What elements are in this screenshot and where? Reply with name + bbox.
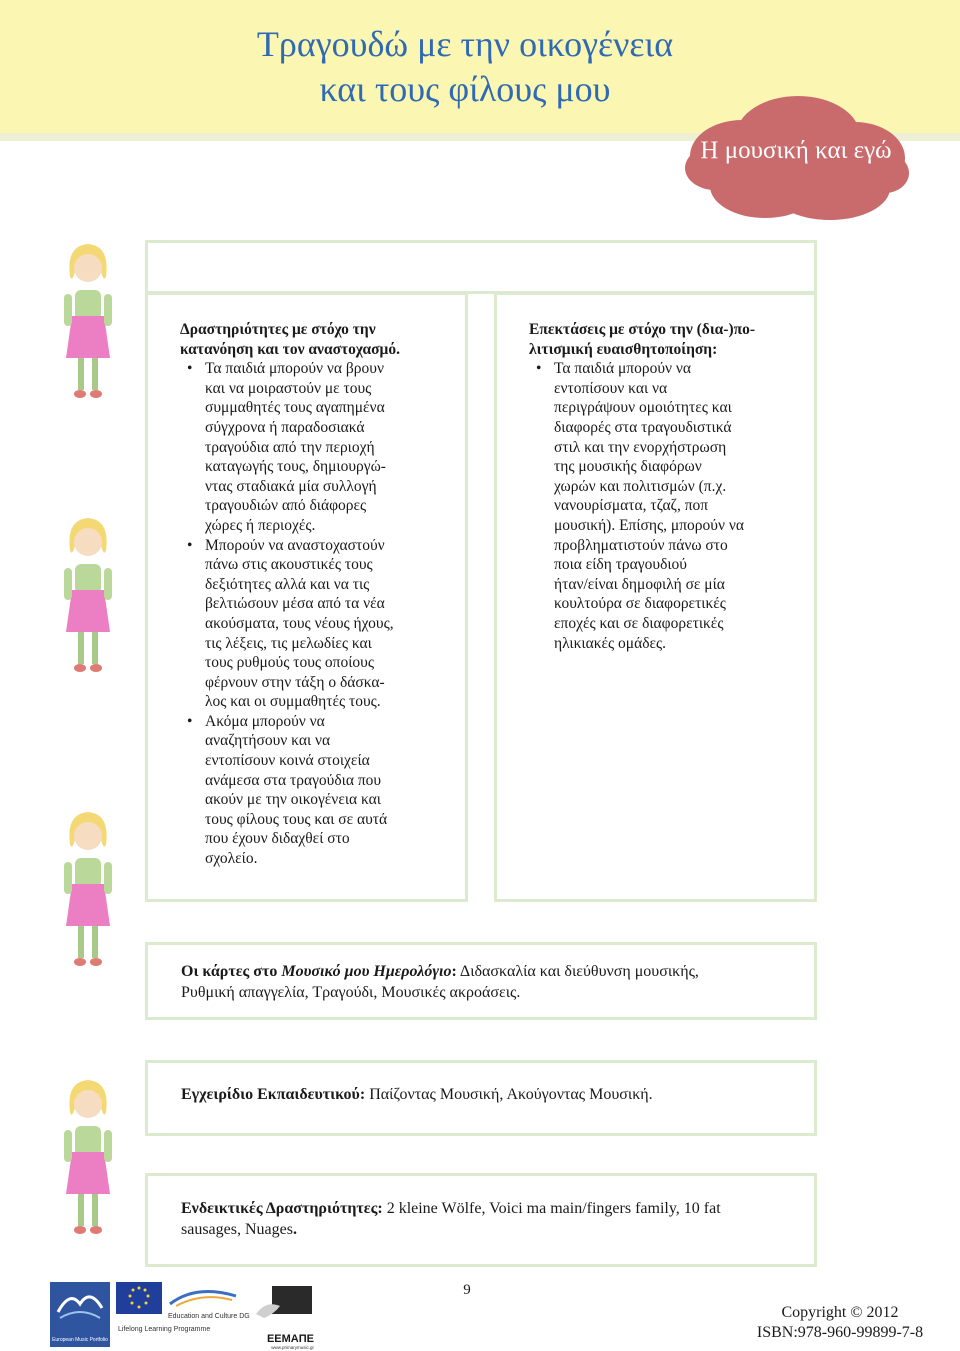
teacher-manual-box (145, 1060, 817, 1136)
activities-text: Ενδεικτικές Δραστηριότητες: 2 kleine Wölfe, Voici ma main/fingers family, 10 fat sausages, Nuages. (181, 1200, 721, 1238)
right-bullet-list (529, 359, 814, 653)
girl-doll-illustration (58, 512, 118, 682)
cards-box (145, 942, 817, 1020)
eu-stars-icon (116, 1282, 162, 1314)
indicative-activities-box (145, 1173, 817, 1267)
girl-doll-illustration (58, 238, 118, 408)
eemape-logo (252, 1284, 314, 1350)
list-item: • Τα παιδιά μπορούν να εντοπίσουν και να περιγράψουν ομοιότητες και διαφορές στα τραγουδιστικά στιλ και την ενορχήστρωση της μουσικής διαφόρων χωρών και πολιτισμών (π.χ. νανουρίσματα, τζαζ, ποπ μουσική). Επίσης, μπορούν να προβληματιστούν πάνω στο ποια είδη τραγουδιού ήταν/είναι δημοφιλή σε μία κουλτούρα σε διαφορετικές εποχές και σε διαφορετικές ηλικιακές ομάδες. (529, 359, 814, 653)
emp-logo-icon (50, 1282, 110, 1332)
left-activities-box (145, 292, 468, 902)
page-title-line1: Τραγουδώ με την οικογένεια (256, 24, 674, 64)
left-bullet-list (180, 359, 465, 868)
eemape-url: www.primarymusic.gr (271, 1345, 314, 1350)
left-heading: Δραστηριότητες με στόχο την κατανόηση και τον αναστοχασμό. (180, 321, 400, 358)
page-number: 9 (463, 1282, 471, 1298)
emp-logo (50, 1282, 110, 1347)
emp-logo-text: European Music Portfolio (52, 1337, 108, 1343)
copyright-block (740, 1303, 940, 1343)
list-item: • Μπορούν να αναστοχαστούν πάνω στις ακουστικές τους δεξιότητες αλλά και να τις βελτιώσουν μέσα από τα νέα ακούσματα, τους νέους ήχους, τις λέξεις, τις μελωδίες και τους ρυθμούς τους οποίους φέρνουν στην τάξη ο δάσκα- λος και οι συμμαθητές τους. (180, 536, 465, 712)
dove-icon (252, 1284, 314, 1328)
llp-logo: Lifelong Learning Programme (118, 1326, 211, 1333)
copyright-text: Copyright © 2012 (781, 1304, 899, 1321)
right-extensions-box (494, 292, 817, 902)
eemape-logo-text: ΕΕΜΑΠΕ (266, 1333, 314, 1345)
manual-text: Εγχειρίδιο Εκπαιδευτικού: Παίζοντας Μουσική, Ακούγοντας Μουσική. (181, 1086, 653, 1103)
cards-text: Οι κάρτες στο Μουσικό μου Ημερολόγιο: Διδασκαλία και διεύθυνση μουσικής, Ρυθμική απαγγελία, Τραγούδι, Μουσικές ακροάσεις. (181, 963, 699, 1001)
right-heading: Επεκτάσεις με στόχο την (δια-)πο- λιτισμική ευαισθητοποίηση: (529, 321, 756, 358)
page-title-line2: και τους φίλους μου (319, 69, 611, 109)
isbn-text: ISBN:978-960-99899-7-8 (756, 1324, 924, 1341)
list-item: • Τα παιδιά μπορούν να βρουν και να μοιραστούν με τους συμμαθητές τους αγαπημένα σύγχρονα ή παραδοσιακά τραγούδια από την περιοχή καταγωγής τους, δημιουργώ- ντας σταδιακά μία συλλογή τραγουδιών από διάφορες χώρες ή περιοχές. (180, 359, 465, 535)
girl-doll-illustration (58, 1074, 118, 1244)
eu-flag-logo (116, 1282, 162, 1314)
list-item: • Ακόμα μπορούν να αναζητήσουν και να εντοπίσουν κοινά στοιχεία ανάμεσα στα τραγούδια που ακούν με την οικογένεια και τους φίλους τους και σε αυτά που έχουν διδαχθεί στο σχολείο. (180, 712, 465, 869)
top-empty-box (145, 240, 817, 294)
girl-doll-illustration (58, 806, 118, 976)
section-badge-label: Η μουσική και εγώ (700, 137, 892, 164)
education-culture-logo: Education and Culture DG (168, 1313, 250, 1320)
